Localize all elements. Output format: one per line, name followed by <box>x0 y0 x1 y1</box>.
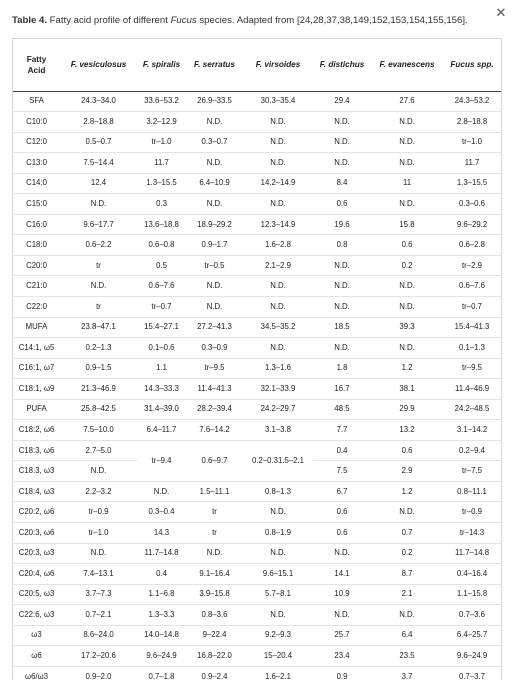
value-cell: 30.3–35.4 <box>243 91 313 112</box>
header-f-distichus: F. distichus <box>313 39 371 91</box>
value-cell: 0.8 <box>313 235 371 256</box>
value-cell: 9.6–29.2 <box>443 214 501 235</box>
table-row <box>13 543 501 564</box>
value-cell: 0.6 <box>371 440 443 461</box>
value-cell: N.D. <box>186 296 243 317</box>
fatty-acid-name-cell: C20:4, ω6 <box>13 564 60 585</box>
value-cell: 15–20.4 <box>243 646 313 667</box>
value-cell: 0.9–2.0 <box>60 666 137 680</box>
value-cell: 0.7 <box>371 522 443 543</box>
value-cell: tr–14.3 <box>443 522 501 543</box>
table-row <box>13 666 501 680</box>
value-cell: 0.3–0.4 <box>137 502 186 523</box>
value-cell: 1.1–15.8 <box>443 584 501 605</box>
value-cell: 0.8–3.6 <box>186 605 243 626</box>
fatty-acid-name-cell: C15:0 <box>13 194 60 215</box>
value-cell: 1.8 <box>313 358 371 379</box>
value-cell: N.D. <box>371 605 443 626</box>
value-cell: 6.4–10.9 <box>186 173 243 194</box>
value-cell: 11.7–14.8 <box>137 543 186 564</box>
fatty-acid-name-cell: C16:1, ω7 <box>13 358 60 379</box>
value-cell: tr–9.5 <box>186 358 243 379</box>
value-cell: 0.9–1.5 <box>60 358 137 379</box>
fatty-acid-name-cell: C18:1, ω9 <box>13 379 60 400</box>
table-row <box>13 214 501 235</box>
fatty-acid-name-cell: C18:0 <box>13 235 60 256</box>
value-cell: tr–2.9 <box>443 255 501 276</box>
value-cell: 0.3–0.9 <box>186 338 243 359</box>
value-cell: 2.2–3.2 <box>60 481 137 502</box>
table-row <box>13 420 501 441</box>
table-row <box>13 646 501 667</box>
value-cell: N.D. <box>313 153 371 174</box>
value-cell: 9.6–24.9 <box>137 646 186 667</box>
table-row <box>13 502 501 523</box>
value-cell: N.D. <box>371 296 443 317</box>
value-cell: 31.4–39.0 <box>137 399 186 420</box>
value-cell: N.D. <box>371 502 443 523</box>
fatty-acid-name-cell: C20:3, ω6 <box>13 522 60 543</box>
fatty-acid-name-cell: C18:4, ω3 <box>13 481 60 502</box>
fatty-acid-name-cell: C20:5, ω3 <box>13 584 60 605</box>
value-cell: 18.5 <box>313 317 371 338</box>
value-cell: 3.1–3.8 <box>243 420 313 441</box>
value-cell: 16.7 <box>313 379 371 400</box>
value-cell: N.D. <box>371 132 443 153</box>
value-cell: 12.3–14.9 <box>243 214 313 235</box>
value-cell: 8.6–24.0 <box>60 625 137 646</box>
table-row <box>13 255 501 276</box>
value-cell: 11.4–41.3 <box>186 379 243 400</box>
value-cell: tr–0.7 <box>443 296 501 317</box>
value-cell: 17.2–20.6 <box>60 646 137 667</box>
fatty-acid-name-cell: PUFA <box>13 399 60 420</box>
value-cell: 3.2–12.9 <box>137 112 186 133</box>
value-cell: 8.7 <box>371 564 443 585</box>
value-cell: 0.3–0.6 <box>443 194 501 215</box>
value-cell: 0.6–7.6 <box>443 276 501 297</box>
value-cell: 16.8–22.0 <box>186 646 243 667</box>
value-cell: 25.7 <box>313 625 371 646</box>
value-cell: 2.9 <box>371 461 443 482</box>
value-cell: 6.4–11.7 <box>137 420 186 441</box>
value-cell: tr <box>186 502 243 523</box>
value-cell: 23.8–47.1 <box>60 317 137 338</box>
table-row <box>13 379 501 400</box>
value-cell: N.D. <box>313 112 371 133</box>
value-cell: tr–1.0 <box>443 132 501 153</box>
value-cell: 1.1–6.8 <box>137 584 186 605</box>
value-cell: 0.5–0.7 <box>60 132 137 153</box>
fatty-acid-name-cell: C16:0 <box>13 214 60 235</box>
value-cell: N.D. <box>186 276 243 297</box>
value-cell: N.D. <box>371 276 443 297</box>
caption-text-before: Fatty acid profile of different <box>47 15 171 26</box>
fatty-acid-name-cell: C22:0 <box>13 296 60 317</box>
value-cell: 0.6 <box>313 194 371 215</box>
table-row <box>13 296 501 317</box>
value-cell: 21.3–46.9 <box>60 379 137 400</box>
value-cell: N.D. <box>186 543 243 564</box>
fatty-acid-name-cell: C18:2, ω6 <box>13 420 60 441</box>
value-cell: 3.9–15.8 <box>186 584 243 605</box>
value-cell: 14.3 <box>137 522 186 543</box>
fatty-acid-name-cell: C20:3, ω3 <box>13 543 60 564</box>
table-row <box>13 564 501 585</box>
value-cell: 0.7–3.6 <box>443 605 501 626</box>
header-fatty-acid-line2: Acid <box>27 65 46 75</box>
value-cell: N.D. <box>313 296 371 317</box>
fatty-acid-name-cell: C20:2, ω6 <box>13 502 60 523</box>
fatty-acid-name-cell: SFA <box>13 91 60 112</box>
value-cell: 39.3 <box>371 317 443 338</box>
merged-c18-3-serratus-cell: 0.6–9.7 <box>186 440 243 481</box>
value-cell: 23.5 <box>371 646 443 667</box>
value-cell: 24.2–29.7 <box>243 399 313 420</box>
value-cell: 1.6–2.1 <box>243 666 313 680</box>
value-cell: 0.6 <box>313 502 371 523</box>
value-cell: 0.5 <box>137 255 186 276</box>
value-cell: 19.6 <box>313 214 371 235</box>
fatty-acid-name-cell: C20:0 <box>13 255 60 276</box>
value-cell: N.D. <box>313 605 371 626</box>
table-body <box>13 91 501 680</box>
value-cell: 14.1 <box>313 564 371 585</box>
value-cell: 9.6–17.7 <box>60 214 137 235</box>
value-cell: 3.7 <box>371 666 443 680</box>
table-row <box>13 522 501 543</box>
value-cell: N.D. <box>186 112 243 133</box>
fatty-acid-name-cell: C14:1, ω5 <box>13 338 60 359</box>
table-row <box>13 276 501 297</box>
table-row <box>13 399 501 420</box>
value-cell: 29.4 <box>313 91 371 112</box>
table-row <box>13 132 501 153</box>
table-header-row <box>13 39 501 91</box>
value-cell: 0.2–9.4 <box>443 440 501 461</box>
table-row <box>13 173 501 194</box>
fatty-acid-name-cell: ω6 <box>13 646 60 667</box>
value-cell: tr–1.0 <box>60 522 137 543</box>
value-cell: tr <box>186 522 243 543</box>
value-cell: 11.7 <box>443 153 501 174</box>
value-cell: N.D. <box>60 276 137 297</box>
table-row <box>13 605 501 626</box>
value-cell: 1.6–2.8 <box>243 235 313 256</box>
value-cell: 9.1–16.4 <box>186 564 243 585</box>
value-cell: N.D. <box>60 461 137 482</box>
value-cell: 15.4–27.1 <box>137 317 186 338</box>
value-cell: 2.1–2.9 <box>243 255 313 276</box>
caption-genus: Fucus <box>170 15 197 26</box>
value-cell: 38.1 <box>371 379 443 400</box>
value-cell: 29.9 <box>371 399 443 420</box>
value-cell: 0.6–2.2 <box>60 235 137 256</box>
value-cell: 3.7–7.3 <box>60 584 137 605</box>
value-cell: 0.4–16.4 <box>443 564 501 585</box>
header-f-vesiculosus: F. vesiculosus <box>60 39 137 91</box>
header-f-serratus: F. serratus <box>186 39 243 91</box>
fatty-acid-table <box>13 39 501 680</box>
value-cell: 34.5–35.2 <box>243 317 313 338</box>
value-cell: 0.4 <box>313 440 371 461</box>
close-icon[interactable]: ✕ <box>495 5 507 20</box>
value-cell: 6.7 <box>313 481 371 502</box>
fatty-acid-name-cell: C13:0 <box>13 153 60 174</box>
value-cell: tr <box>60 296 137 317</box>
caption-text-after: species. Adapted from [24,28,37,38,149,152,153,154,155,156]. <box>196 15 468 26</box>
value-cell: 0.2 <box>371 255 443 276</box>
value-cell: N.D. <box>313 255 371 276</box>
value-cell: 0.4 <box>137 564 186 585</box>
value-cell: tr–0.7 <box>137 296 186 317</box>
table-row <box>13 91 501 112</box>
value-cell: 0.2 <box>371 543 443 564</box>
value-cell: N.D. <box>243 338 313 359</box>
value-cell: N.D. <box>313 543 371 564</box>
value-cell: 0.7–2.1 <box>60 605 137 626</box>
value-cell: 9.6–15.1 <box>243 564 313 585</box>
value-cell: 0.1–1.3 <box>443 338 501 359</box>
value-cell: N.D. <box>371 153 443 174</box>
value-cell: 7.5–10.0 <box>60 420 137 441</box>
value-cell: 0.6 <box>371 235 443 256</box>
fatty-acid-name-cell: C10:0 <box>13 112 60 133</box>
value-cell: tr–9.5 <box>443 358 501 379</box>
value-cell: 0.6 <box>313 522 371 543</box>
value-cell: 15.4–41.3 <box>443 317 501 338</box>
table-row <box>13 235 501 256</box>
value-cell: tr–1.0 <box>137 132 186 153</box>
value-cell: 13.6–18.8 <box>137 214 186 235</box>
value-cell: 6.4–25.7 <box>443 625 501 646</box>
value-cell: N.D. <box>243 153 313 174</box>
value-cell: 0.7–3.7 <box>443 666 501 680</box>
value-cell: 1.3–3.3 <box>137 605 186 626</box>
value-cell: N.D. <box>243 543 313 564</box>
table-row <box>13 440 501 461</box>
table-row <box>13 112 501 133</box>
value-cell: tr–0.9 <box>443 502 501 523</box>
value-cell: N.D. <box>313 132 371 153</box>
value-cell: 32.1–33.9 <box>243 379 313 400</box>
value-cell: 11.4–46.9 <box>443 379 501 400</box>
value-cell: N.D. <box>371 194 443 215</box>
table-row <box>13 317 501 338</box>
value-cell: tr–7.5 <box>443 461 501 482</box>
value-cell: 9–22.4 <box>186 625 243 646</box>
value-cell: N.D. <box>313 338 371 359</box>
value-cell: 0.6–0.8 <box>137 235 186 256</box>
value-cell: 14.2–14.9 <box>243 173 313 194</box>
value-cell: 28.2–39.4 <box>186 399 243 420</box>
value-cell: 1.3–1.6 <box>243 358 313 379</box>
value-cell: 7.5–14.4 <box>60 153 137 174</box>
value-cell: 24.3–34.0 <box>60 91 137 112</box>
value-cell: 27.2–41.3 <box>186 317 243 338</box>
value-cell: 12.4 <box>60 173 137 194</box>
value-cell: 6.4 <box>371 625 443 646</box>
value-cell: 0.2–1.3 <box>60 338 137 359</box>
value-cell: N.D. <box>371 112 443 133</box>
value-cell: N.D. <box>186 153 243 174</box>
value-cell: 1.2 <box>371 358 443 379</box>
fatty-acid-name-cell: C12:0 <box>13 132 60 153</box>
value-cell: 11 <box>371 173 443 194</box>
table-row <box>13 625 501 646</box>
value-cell: 2.8–18.8 <box>60 112 137 133</box>
value-cell: N.D. <box>243 194 313 215</box>
header-fucus-spp: Fucus spp. <box>443 39 501 91</box>
value-cell: 13.2 <box>371 420 443 441</box>
table-row <box>13 153 501 174</box>
value-cell: N.D. <box>60 194 137 215</box>
value-cell: 23.4 <box>313 646 371 667</box>
value-cell: tr <box>60 255 137 276</box>
value-cell: N.D. <box>243 605 313 626</box>
value-cell: tr–0.9 <box>60 502 137 523</box>
value-cell: N.D. <box>313 276 371 297</box>
value-cell: N.D. <box>371 338 443 359</box>
table-row <box>13 194 501 215</box>
value-cell: N.D. <box>186 194 243 215</box>
value-cell: N.D. <box>243 296 313 317</box>
value-cell: 0.6–2.8 <box>443 235 501 256</box>
value-cell: 0.8–11.1 <box>443 481 501 502</box>
fatty-acid-name-cell: ω3 <box>13 625 60 646</box>
table-container[interactable] <box>12 38 502 680</box>
value-cell: 7.7 <box>313 420 371 441</box>
value-cell: 1.3–15.5 <box>137 173 186 194</box>
value-cell: 0.1–0.6 <box>137 338 186 359</box>
value-cell: 3.1–14.2 <box>443 420 501 441</box>
table-row <box>13 338 501 359</box>
value-cell: N.D. <box>243 276 313 297</box>
value-cell: N.D. <box>137 481 186 502</box>
value-cell: 14.0–14.8 <box>137 625 186 646</box>
value-cell: 0.9 <box>313 666 371 680</box>
value-cell: N.D. <box>60 543 137 564</box>
value-cell: 25.8–42.5 <box>60 399 137 420</box>
value-cell: 27.6 <box>371 91 443 112</box>
header-fatty-acid-line1: Fatty <box>26 54 47 64</box>
header-f-virsoides: F. virsoides <box>243 39 313 91</box>
value-cell: 0.9–2.4 <box>186 666 243 680</box>
value-cell: 1.2 <box>371 481 443 502</box>
fatty-acid-name-cell: C18:3, ω6 <box>13 440 60 461</box>
value-cell: 1.3–15.5 <box>443 173 501 194</box>
header-f-spiralis: F. spiralis <box>137 39 186 91</box>
value-cell: 15.8 <box>371 214 443 235</box>
value-cell: 2.1 <box>371 584 443 605</box>
value-cell: 5.7–8.1 <box>243 584 313 605</box>
value-cell: 7.5 <box>313 461 371 482</box>
fatty-acid-name-cell: MUFA <box>13 317 60 338</box>
value-cell: 2.8–18.8 <box>443 112 501 133</box>
value-cell: N.D. <box>243 502 313 523</box>
caption-label: Table 4. <box>12 15 48 26</box>
merged-c18-3-virsoides-cell: 0.2–0.31.5–2.1 <box>243 440 313 481</box>
table-row <box>13 584 501 605</box>
value-cell: 2.7–5.0 <box>60 440 137 461</box>
value-cell: 24.3–53.2 <box>443 91 501 112</box>
value-cell: 14.3–33.3 <box>137 379 186 400</box>
value-cell: 18.9–29.2 <box>186 214 243 235</box>
value-cell: 48.5 <box>313 399 371 420</box>
value-cell: 7.4–13.1 <box>60 564 137 585</box>
value-cell: 11.7–14.8 <box>443 543 501 564</box>
value-cell: 7.6–14.2 <box>186 420 243 441</box>
fatty-acid-name-cell: C21:0 <box>13 276 60 297</box>
value-cell: 9.2–9.3 <box>243 625 313 646</box>
fatty-acid-name-cell: C22:6, ω3 <box>13 605 60 626</box>
fatty-acid-name-cell: C14:0 <box>13 173 60 194</box>
value-cell: 9.6–24.9 <box>443 646 501 667</box>
table-row <box>13 481 501 502</box>
value-cell: 24.2–48.5 <box>443 399 501 420</box>
value-cell: 0.9–1.7 <box>186 235 243 256</box>
value-cell: 10.9 <box>313 584 371 605</box>
value-cell: 1.1 <box>137 358 186 379</box>
value-cell: 11.7 <box>137 153 186 174</box>
value-cell: tr–0.5 <box>186 255 243 276</box>
value-cell: 0.7–1.8 <box>137 666 186 680</box>
table-caption <box>12 15 496 27</box>
merged-c18-3-spiralis-cell: tr–9.4 <box>137 440 186 481</box>
value-cell: 1.5–11.1 <box>186 481 243 502</box>
value-cell: 0.8–1.3 <box>243 481 313 502</box>
header-fatty-acid <box>13 39 60 91</box>
value-cell: 0.3 <box>137 194 186 215</box>
header-f-evanescens: F. evanescens <box>371 39 443 91</box>
value-cell: N.D. <box>243 112 313 133</box>
value-cell: 0.3–0.7 <box>186 132 243 153</box>
value-cell: N.D. <box>243 132 313 153</box>
value-cell: 8.4 <box>313 173 371 194</box>
fatty-acid-name-cell: C18:3, ω3 <box>13 461 60 482</box>
table-row <box>13 358 501 379</box>
value-cell: 0.6–7.6 <box>137 276 186 297</box>
value-cell: 0.8–1.9 <box>243 522 313 543</box>
value-cell: 33.6–53.2 <box>137 91 186 112</box>
value-cell: 26.9–33.5 <box>186 91 243 112</box>
fatty-acid-name-cell: ω6/ω3 <box>13 666 60 680</box>
